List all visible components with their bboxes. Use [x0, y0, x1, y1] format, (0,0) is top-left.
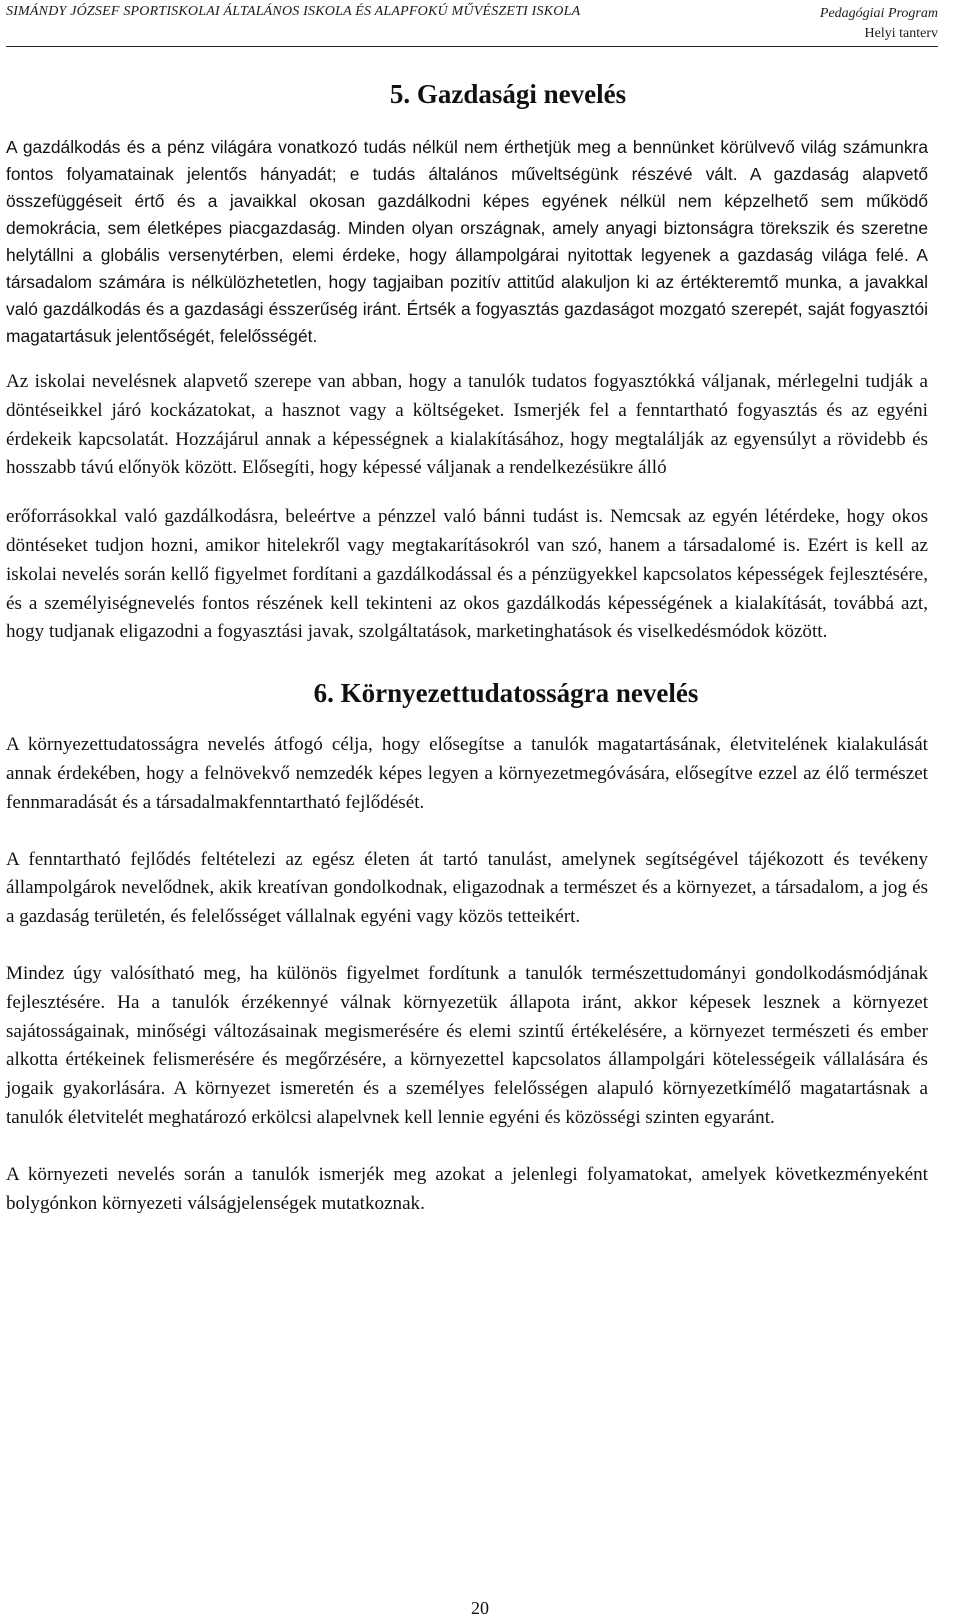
section-5-paragraph-3: erőforrásokkal való gazdálkodásra, beleértve a pénzzel való bánni tudást is. Nemcsak az egyén létérdeke, hogy okos döntéseket tudjon hozni, amikor hitelekről vagy megtakarításokról van szó, hanem a társadalomé is. Ezért is kell az iskolai nevelés során kellő figyelmet fordítani a gazdálkodással és a pénzügyekkel kapcsolatos képességek fejlesztésére, és a személyiségnevelés fontos részének kell tekinteni az okos gazdálkodás képességének a kialakítását, továbbá azt, hogy tudjanak eligazodni a fogyasztási javak, szolgáltatások, marketinghatások és viselkedésmódok között.: [6, 506, 928, 643]
header-subtitle: Helyi tanterv: [864, 26, 938, 41]
section-6-paragraph-1: A környezettudatosságra nevelés átfogó célja, hogy elősegítse a tanulók magatartásának, életvitelének kialakulását annak érdekében, hogy a felnövekvő nemzedék képes legyen a környezetmegóvására, elősegítve ezzel az élő természet fennmaradását és a társadalmakfenntartható fejlődését.: [6, 734, 928, 813]
header-divider: [6, 46, 938, 47]
section-5-heading: 5. Gazdasági nevelés: [389, 79, 627, 109]
section-6-paragraph-3: Mindez úgy valósítható meg, ha különös figyelmet fordítunk a tanulók természettudományi gondolkodásmódjának fejlesztésére. Ha a tanulók érzékennyé válnak környezetük állapota iránt, akkor képesek lesznek a környezet sajátosságainak, minőségi változásainak megismerésére és elemi szintű értékelésére, a környezet természeti és ember alkotta értékeinek felismerésére és megőrzésére, a környezettel kapcsolatos állampolgári kötelességeik vállalására és jogaik gyakorlására. A környezet ismeretén és a személyes felelősségen alapuló környezetkímélő magatartásnak a tanulók életvitelét meghatározó erkölcsi alapelvnek kell lennie egyéni és közösségi szinten egyaránt.: [6, 962, 928, 1128]
section-6-paragraph-2: A fenntartható fejlődés feltételezi az egész életen át tartó tanulást, amelynek segítségével tájékozott és tevékeny állampolgárok nevelődnek, akik kreatívan gondolkodnak, eligazodnak a természet és a környezet, a társadalom, a jog és a gazdaság területén, és felelősséget vállalnak egyéni vagy közös tetteikért.: [6, 848, 928, 928]
page-number: 20: [471, 1598, 489, 1618]
header-program-title: Pedagógiai Program: [819, 6, 938, 21]
header-right-block: [820, 4, 938, 44]
header-school-name: SIMÁNDY JÓZSEF SPORTISKOLAI ÁLTALÁNOS ISKOLA ÉS ALAPFOKÚ MŰVÉSZETI ISKOLA: [6, 4, 581, 19]
running-header: [6, 4, 938, 48]
section-5-paragraph-1: A gazdálkodás és a pénz világára vonatkozó tudás nélkül nem érthetjük meg a bennünket körülvevő világ számunkra fontos folyamatainak jelentős hányadát; e tudás általános műveltségünk részévé vált. A gazdaság alapvető összefüggéseit értő és a javaikkal okosan gazdálkodni képes egyének nélkül nem képzelhető sem működő demokrácia, sem életképes piacgazdaság. Minden olyan országnak, amely anyagi biztonságra törekszik és szeretne helytállni a globális versenytérben, elemi érdeke, hogy állampolgárai nyitottak legyenek a gazdaság világa felé. A társadalom számára is nélkülözhetetlen, hogy tagjaiban pozitív attitűd alakuljon ki az értékteremtő munka, a javakkal való gazdálkodás és a gazdasági ésszerűség iránt. Értsék a fogyasztás gazdaságot mozgató szerepét, saját fogyasztói magatartásuk jelentőségét, felelősségét.: [6, 137, 928, 346]
document-body: [6, 70, 928, 1218]
section-6-paragraph-4: A környezeti nevelés során a tanulók ismerjék meg azokat a jelenlegi folyamatokat, amelyek következményeként bolygónkon környezeti válságjelenségek mutatkoznak.: [6, 1163, 928, 1214]
section-6-heading: 6. Környezettudatosságra nevelés: [313, 678, 699, 709]
section-5-paragraph-2: Az iskolai nevelésnek alapvető szerepe van abban, hogy a tanulók tudatos fogyasztókká váljanak, mérlegelni tudják a döntéseikkel járó kockázatokat, a hasznot vagy a költségeket. Ismerjék fel a fenntartható fogyasztás és az egyéni érdekeik kapcsolatát. Hozzájárul annak a képességnek a kialakításához, hogy megtalálják az egyensúlyt a rövidebb és hosszabb távú előnyök között. Elősegíti, hogy képessé váljanak a rendelkezésükre álló: [6, 371, 928, 479]
